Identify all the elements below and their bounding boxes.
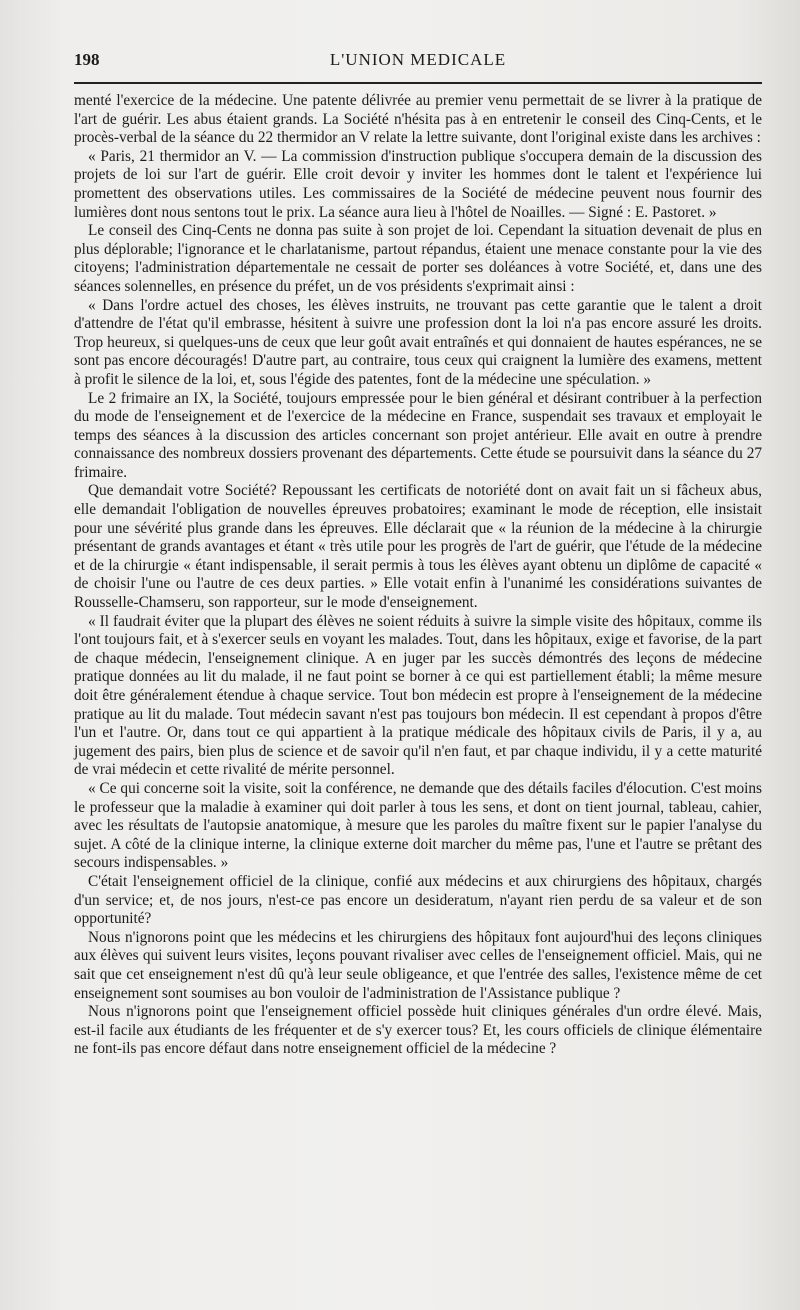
paragraph: menté l'exercice de la médecine. Une patente délivrée au premier venu permettait de se livrer à la pratique de l'art de guérir. Les abus étaient grands. La Société n'hésita pas à en entretenir le conseil des Cinq-Cents, et le procès-verbal de la séance du 22 thermidor an V relate la lettre suivante, dont l'original existe dans les archives : [74,92,762,147]
header-rule [74,82,762,84]
page-header [74,46,762,72]
paragraph: Nous n'ignorons point que l'enseignement officiel possède huit cliniques générales d'un ordre élevé. Mais, est-il facile aux étudiants de les fréquenter et de s'y exercer tous? Et, les cours officiels de clinique élémentaire ne font-ils pas encore défaut dans notre enseignement officiel de la médecine ? [74,1003,762,1058]
body-text [74,92,762,1059]
paragraph: « Il faudrait éviter que la plupart des élèves ne soient réduits à suivre la simple visite des hôpitaux, comme ils l'ont toujours fait, et à s'exercer seuls en voyant les malades. Tout, dans les hôpitaux, exige et favorise, de la part de chaque médecin, l'enseignement clinique. A en juger par les succès démontrés des leçons de médecine pratique données au lit du malade, il ne faut point se borner à ce qui est partiellement établi; la même mesure doit être généralement étendue à chaque service. Tout bon médecin est propre à l'enseignement de la médecine pratique au lit du malade. Tout médecin savant n'est pas toujours bon médecin. Il est cependant à propos d'être l'un et l'autre. Or, dans tout ce qui appartient à la pratique médicale des hôpitaux civils de Paris, il y a, au jugement des pairs, bien plus de science et de savoir qu'il n'en faut, et par chaque individu, il y a cette maturité de vrai médecin et cette rivalité de mérite personnel. [74,612,762,779]
paragraph: « Ce qui concerne soit la visite, soit la conférence, ne demande que des détails faciles d'élocution. C'est moins le professeur que la maladie à examiner qui doit parler à tous les sens, et dont on tient journal, tableau, cahier, avec les résultats de l'autopsie anatomique, à mesure que les paroles du maître fixent sur le papier l'analyse du sujet. A côté de la clinique interne, la clinique externe doit marcher du même pas, l'une et l'autre se prêtant des secours indispensables. » [74,779,762,872]
page-number: 198 [74,50,100,69]
paragraph: Le 2 frimaire an IX, la Société, toujours empressée pour le bien général et désirant contribuer à la perfection du mode de l'enseignement et de l'exercice de la médecine en France, suspendait ses travaux et employait le temps des séances à la discussion des articles concernant son projet antérieur. Elle avait en outre à prendre connaissance des nombreux dossiers provenant des départements. Cette étude se poursuivit dans la séance du 27 frimaire. [74,389,762,481]
paragraph: « Paris, 21 thermidor an V. — La commission d'instruction publique s'occupera demain de la discussion des projets de loi sur l'art de guérir. Elle croit devoir y inviter les hommes dont le talent et l'expérience lui promettent des observations utiles. Les commissaires de la Société de médecine peuvent nous fournir des lumières dont nous sentons tout le prix. La séance aura lieu à l'hôtel de Noailles. — Signé : E. Pastoret. » [74,147,762,221]
paragraph: Le conseil des Cinq-Cents ne donna pas suite à son projet de loi. Cependant la situation devenait de plus en plus déplorable; l'ignorance et le charlatanisme, partout répandus, étaient une menace constante pour la vie des citoyens; l'administration départementale ne cessait de porter ses doléances à votre Société, et, dans une des séances solennelles, en présence du préfet, un de vos présidents s'exprimait ainsi : [74,222,762,295]
paragraph: Que demandait votre Société? Repoussant les certificats de notoriété dont on avait fait un si fâcheux abus, elle demandait l'obligation de nouvelles épreuves probatoires; examinant le mode de réception, elle insistait pour une sévérité plus grande dans les épreuves. Elle déclarait que « la réunion de la médecine à la chirurgie présentant de grands avantages et étant « très utile pour les progrès de l'art de guérir, que l'étude de la médecine et de la chirurgie « étant indispensable, il serait permis à tous les élèves ayant obtenu un diplôme de capacité « de choisir l'une ou l'autre de ces deux parties. » Elle votait enfin à l'unanimé les considérations suivantes de Rousselle-Chamseru, son rapporteur, sur le mode d'enseignement. [74,482,762,612]
paragraph: « Dans l'ordre actuel des choses, les élèves instruits, ne trouvant pas cette garantie que le talent a droit d'attendre de l'état qu'il embrasse, hésitent à suivre une profession dont la loi n'a pas encore assuré les droits. Trop heureux, si quelques-uns de ceux que leur goût avait entraînés et qui donnaient de hautes espérances, ne se sont pas encore découragés! D'autre part, au contraire, tous ceux qui craignent la lumière des examens, mettent à profit le silence de la loi, et, sous l'égide des patentes, font de la médecine une spéculation. » [74,296,762,388]
running-title: L'UNION MEDICALE [329,50,507,69]
paragraph: Nous n'ignorons point que les médecins et les chirurgiens des hôpitaux font aujourd'hui des leçons cliniques aux élèves qui suivent leurs visites, leçons pouvant rivaliser avec celles de l'enseignement officiel. Mais, qui ne sait que cet enseignement n'est dû qu'à leur seule obligeance, et que l'entrée des salles, l'existence même de cet enseignement sont soumises au bon vouloir de l'administration de l'Assistance publique ? [74,928,762,1002]
paragraph: C'était l'enseignement officiel de la clinique, confié aux médecins et aux chirurgiens des hôpitaux, chargés d'un service; et, de nos jours, n'est-ce pas encore un desideratum, n'ayant rien perdu de sa valeur et de son opportunité? [74,872,762,928]
